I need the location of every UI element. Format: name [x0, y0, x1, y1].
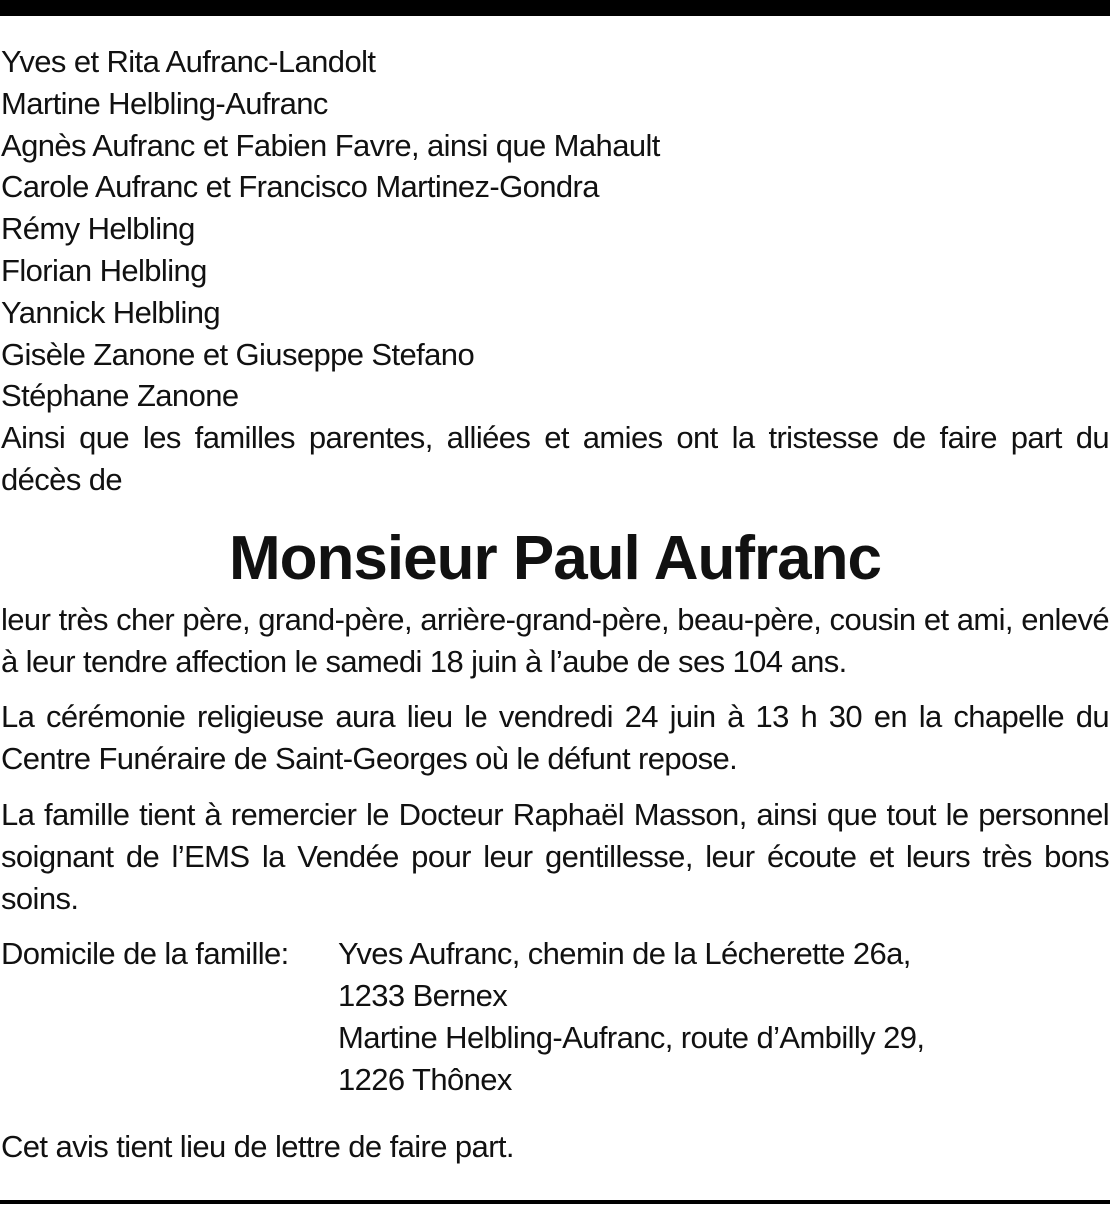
mourner-line: Florian Helbling — [1, 252, 207, 288]
mourner-line: Agnès Aufranc et Fabien Favre, ainsi que Mahault — [1, 127, 660, 163]
closing-note: Cet avis tient lieu de lettre de faire part. — [1, 1128, 514, 1164]
top-rule — [0, 0, 1110, 16]
domicile-label: Domicile de la famille: — [1, 936, 289, 972]
deceased-name: Monsieur Paul Aufranc — [229, 523, 881, 593]
mourner-line: Yves et Rita Aufranc-Landolt — [1, 44, 376, 79]
mourners-list — [1, 41, 1109, 417]
obituary-notice — [1, 41, 1109, 1167]
domicile-addresses — [338, 933, 924, 1100]
relationship-paragraph: leur très cher père, grand-père, arrière-grand-père, beau-père, cousin et ami, enlevé à leur tendre affection le samedi 18 juin à l’aube de ses 104 ans. — [1, 601, 1109, 679]
address-line: Yves Aufranc, chemin de la Lécherette 26a, — [338, 936, 911, 972]
address-line: Martine Helbling-Aufranc, route d’Ambilly 29, — [338, 1019, 925, 1055]
mourner-line: Carole Aufranc et Francisco Martinez-Gondra — [1, 169, 599, 205]
mourner-line: Stéphane Zanone — [1, 378, 239, 414]
mourner-line: Martine Helbling-Aufranc — [1, 85, 328, 121]
thanks-paragraph: La famille tient à remercier le Docteur Raphaël Masson, ainsi que tout le personnel soignant de l’EMS la Vendée pour leur gentillesse, leur écoute et leurs très bons soins. — [1, 796, 1109, 916]
mourner-line: Gisèle Zanone et Giuseppe Stefano — [1, 336, 475, 372]
ceremony-paragraph: La cérémonie religieuse aura lieu le vendredi 24 juin à 13 h 30 en la chapelle du Centre Funéraire de Saint-Georges où le défunt repose. — [1, 699, 1109, 777]
address-line: 1233 Bernex — [338, 978, 508, 1014]
family-domicile — [1, 933, 1109, 1100]
mourner-line: Rémy Helbling — [1, 211, 195, 247]
address-line: 1226 Thônex — [338, 1061, 512, 1097]
announcement-intro: Ainsi que les familles parentes, alliées et amies ont la tristesse de faire part du décès de — [1, 420, 1109, 497]
mourner-line: Yannick Helbling — [1, 294, 221, 330]
bottom-rule — [0, 1200, 1110, 1204]
